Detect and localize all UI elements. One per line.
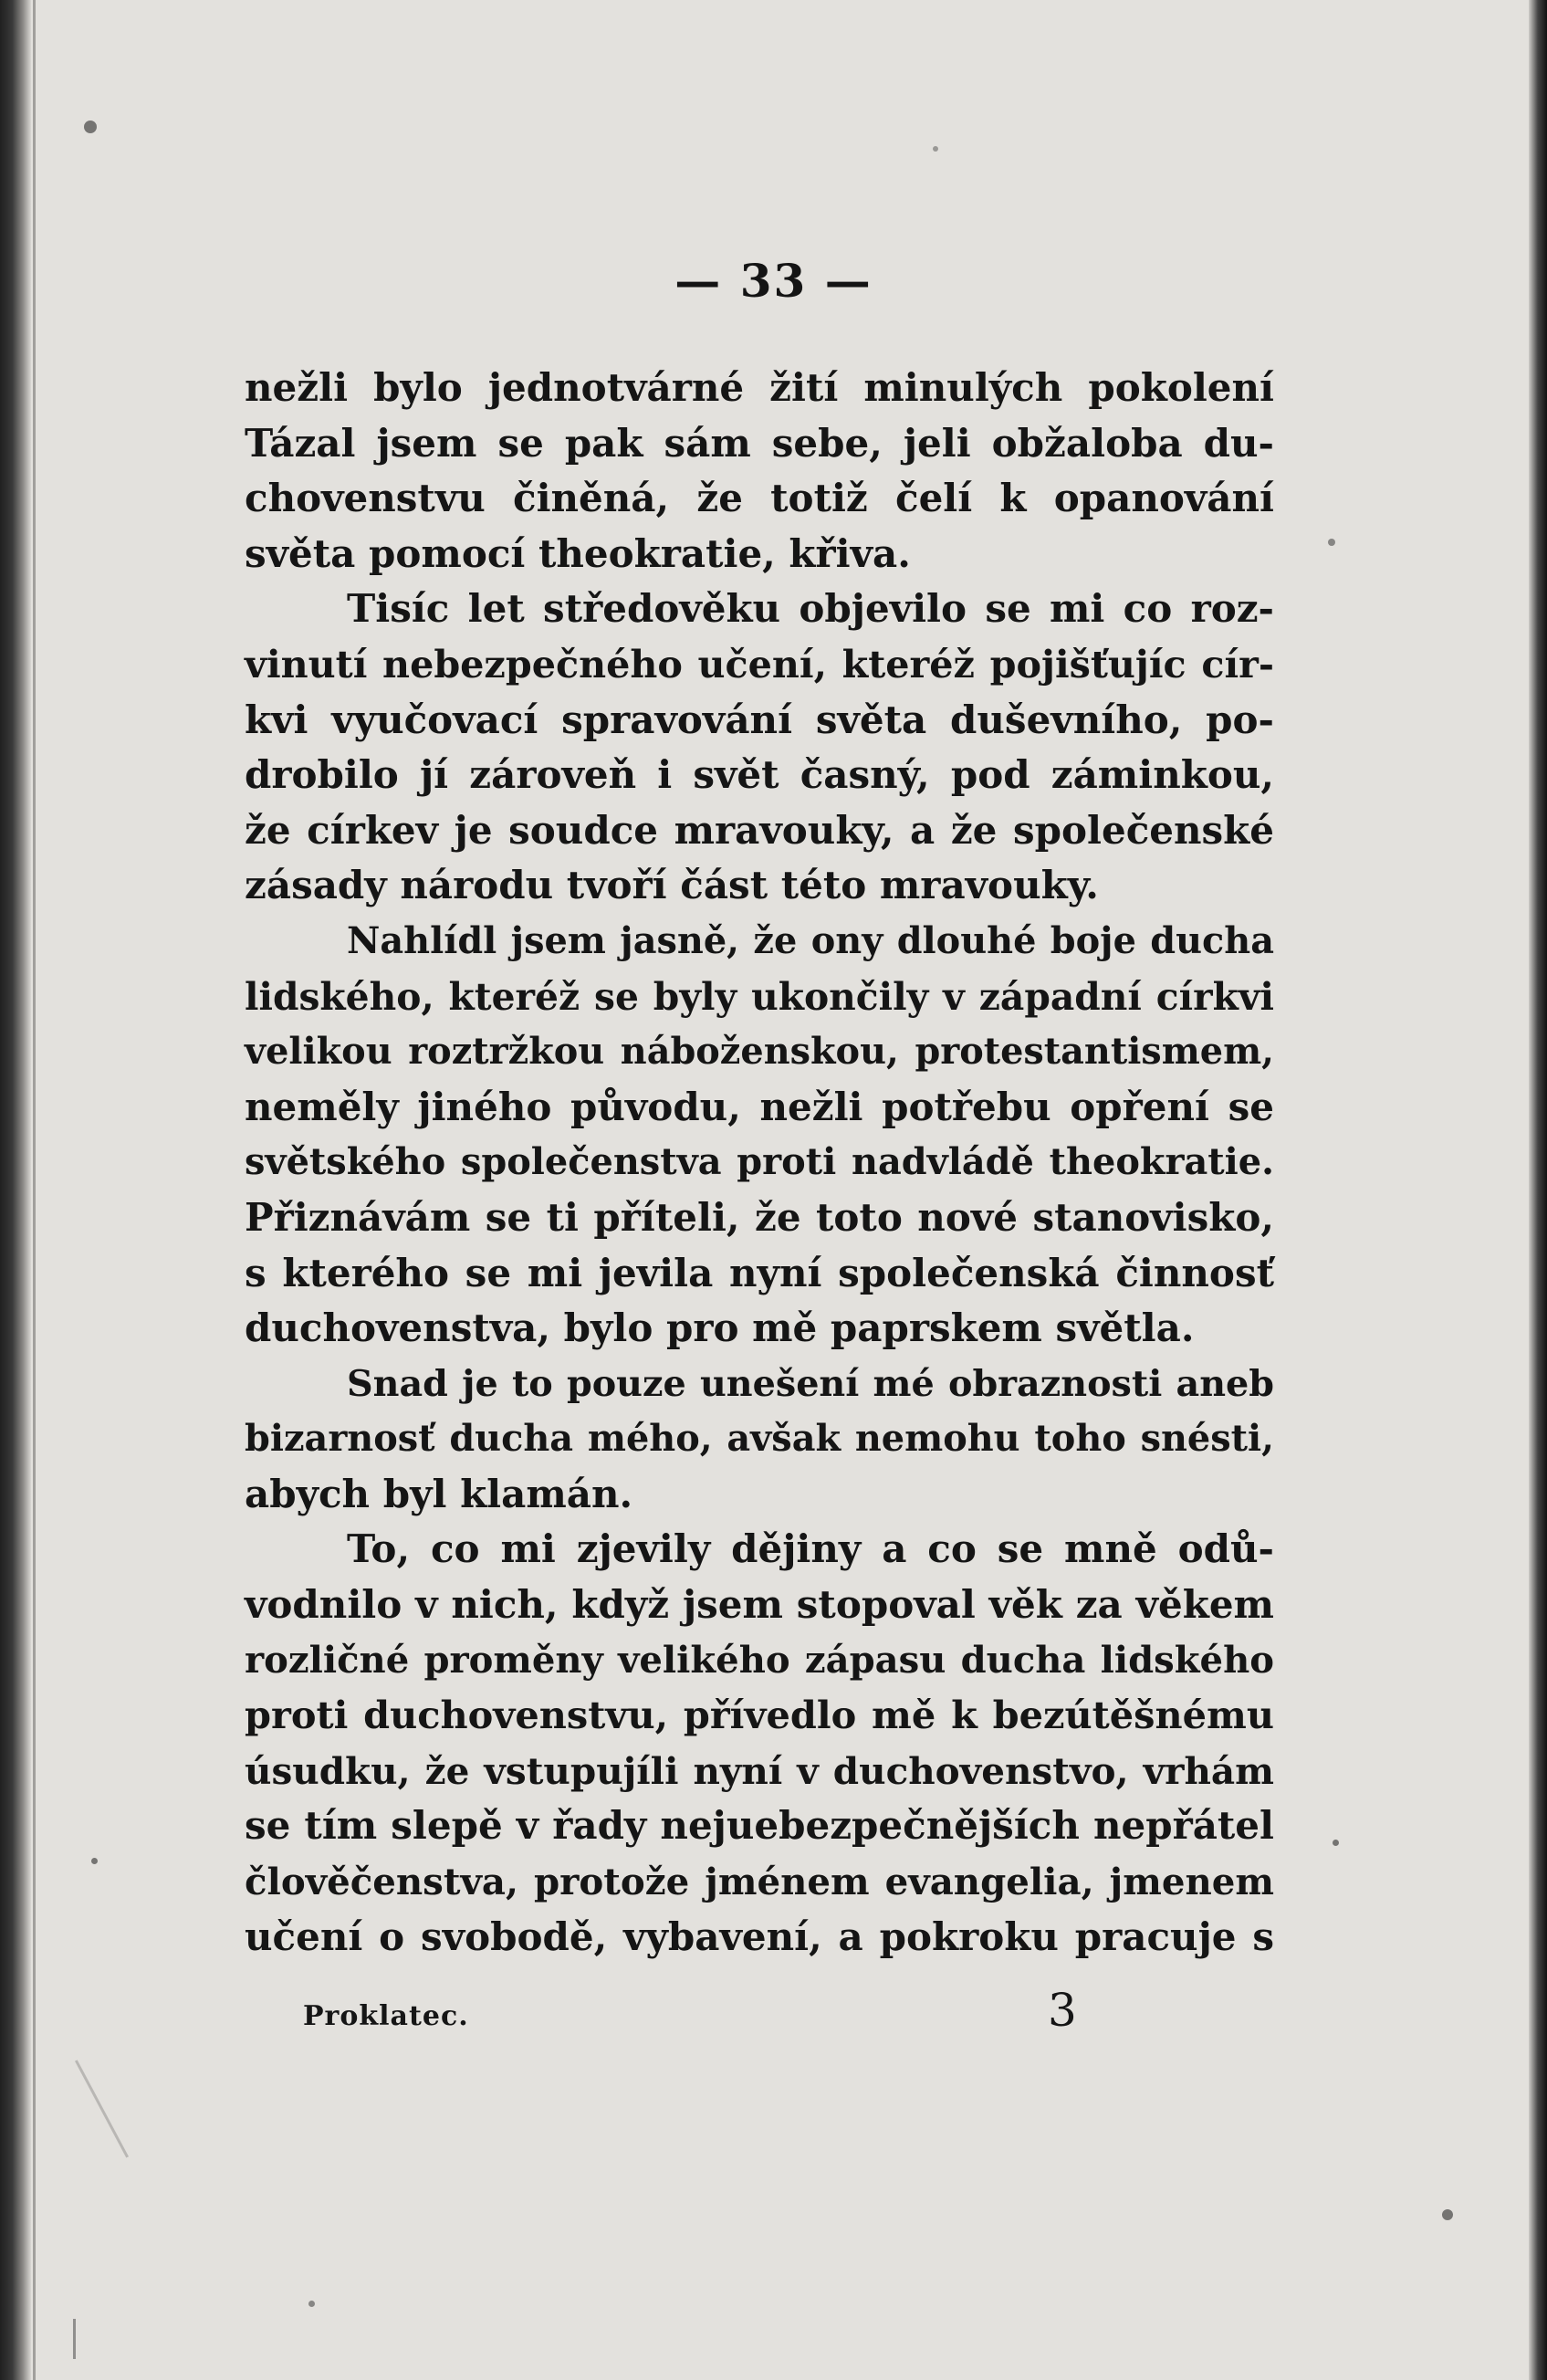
- binding-gutter: [0, 0, 31, 2380]
- text-line: zásady národu tvoří část této mravouky.: [245, 863, 1099, 908]
- text-line: s kterého se mi jevila nyní společenská činnosť: [245, 1250, 1274, 1295]
- text-line: Snad je to pouze unešení mé obraznosti aneb: [347, 1362, 1274, 1405]
- paper-scratch: [73, 2319, 76, 2359]
- text-line: Tisíc let středověku objevilo se mi co roz-: [347, 586, 1274, 632]
- paper-speck: [84, 121, 97, 133]
- text-line: neměly jiného původu, nežli potřebu opření se: [245, 1084, 1274, 1129]
- text-line: velikou roztržkou náboženskou, protestantismem,: [245, 1031, 1274, 1074]
- binding-line: [33, 0, 36, 2380]
- page-footer: [245, 1984, 1274, 2039]
- text-line: Tázal jsem se pak sám sebe, jeli obžaloba du-: [245, 420, 1274, 466]
- text-line: světského společenstva proti nadvládě theokratie.: [245, 1141, 1274, 1184]
- text-line: kvi vyučovací spravování světa duševního, po-: [245, 697, 1274, 742]
- text-line: nežli bylo jednotvárné žití minulých pokolení: [245, 365, 1274, 410]
- text-line: drobilo jí zároveň i svět časný, pod záminkou,: [245, 752, 1274, 798]
- text-line: Nahlídl jsem jasně, že ony dlouhé boje ducha: [347, 919, 1274, 962]
- text-line: To, co mi zjevily dějiny a co se mně odů-: [347, 1526, 1274, 1572]
- text-line: bizarnosť ducha mého, avšak nemohu toho snésti,: [245, 1418, 1274, 1461]
- page-right-edge: [1529, 0, 1547, 2380]
- text-line: učení o svobodě, vybavení, a pokroku pracuje s: [245, 1913, 1274, 1959]
- signature-mark: Proklatec.: [303, 2000, 469, 2032]
- text-line: abych byl klamán.: [245, 1471, 633, 1516]
- page-header: — 33 —: [674, 254, 873, 308]
- text-line: vodnilo v nich, když jsem stopoval věk za věkem: [245, 1582, 1274, 1628]
- paper-speck: [1442, 2209, 1453, 2220]
- body-text: [245, 361, 1274, 1965]
- paper-speck: [933, 146, 938, 152]
- text-line: úsudku, že vstupujíli nyní v duchovenstvo, vrhám: [245, 1748, 1274, 1793]
- paper-speck: [1328, 539, 1335, 546]
- text-line: Přiznávám se ti příteli, že toto nové stanovisko,: [245, 1194, 1274, 1240]
- paper-speck: [91, 1858, 98, 1864]
- sheet-number: 3: [1048, 1984, 1077, 2037]
- text-line: vinutí nebezpečného učení, kteréž pojišťujíc cír-: [245, 641, 1274, 687]
- text-line: že církev je soudce mravouky, a že společenské: [245, 807, 1274, 853]
- text-line: duchovenstva, bylo pro mě paprskem světla.: [245, 1305, 1195, 1351]
- text-line: rozličné proměny velikého zápasu ducha lidského: [245, 1638, 1274, 1682]
- paper-speck: [1333, 1840, 1339, 1846]
- paper-scratch: [75, 2060, 129, 2157]
- text-line: člověčenstva, protože jménem evangelia, jmenem: [245, 1860, 1274, 1904]
- text-line: proti duchovenstvu, přívedlo mě k bezútěšnému: [245, 1693, 1274, 1738]
- text-line: světa pomocí theokratie, křiva.: [245, 530, 911, 576]
- text-line: lidského, kteréž se byly ukončily v západní církvi: [245, 974, 1274, 1019]
- paper-speck: [308, 2301, 315, 2307]
- text-line: se tím slepě v řady nejuebezpečnějších nepřátel: [245, 1803, 1274, 1849]
- text-line: chovenstvu činěná, že totiž čelí k opanování: [245, 476, 1274, 521]
